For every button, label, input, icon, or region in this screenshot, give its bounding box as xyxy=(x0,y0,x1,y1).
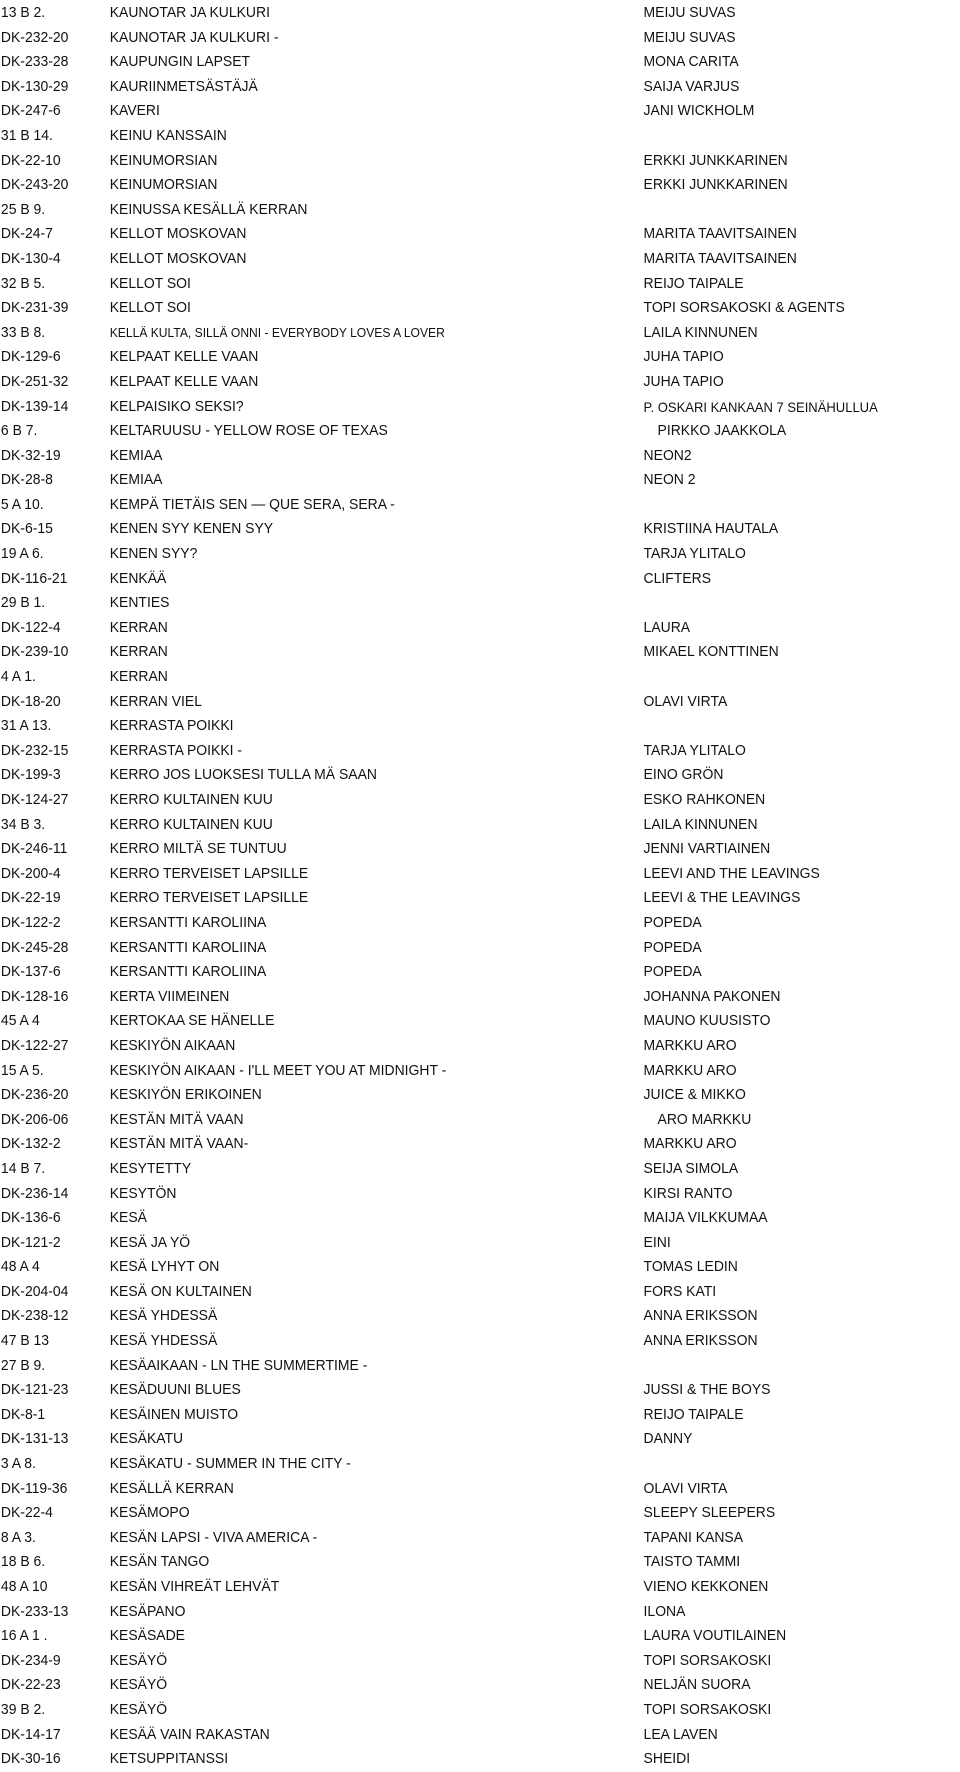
song-title: KEINUSSA KESÄLLÄ KERRAN xyxy=(109,200,308,218)
song-artist: POPEDA xyxy=(643,913,702,931)
song-code: DK-28-8 xyxy=(0,471,53,489)
list-item xyxy=(0,1477,893,1502)
song-artist: ANNA ERIKSSON xyxy=(643,1332,758,1350)
song-artist: SHEIDI xyxy=(643,1750,691,1768)
song-artist: TARJA YLITALO xyxy=(643,545,746,563)
song-artist: JENNI VARTIAINEN xyxy=(643,840,771,858)
song-code: DK-14-17 xyxy=(0,1725,61,1743)
song-title: KESÄ ON KULTAINEN xyxy=(109,1282,252,1300)
song-title: KELPAAT KELLE VAAN xyxy=(109,372,259,390)
list-item xyxy=(0,542,893,567)
song-title: KESÄKATU - SUMMER IN THE CITY - xyxy=(109,1455,351,1473)
song-artist: TOPI SORSAKOSKI xyxy=(643,1700,772,1718)
song-code: DK-24-7 xyxy=(0,225,53,243)
song-code: 48 A 10 xyxy=(0,1578,48,1595)
song-artist: KIRSI RANTO xyxy=(643,1184,733,1202)
song-code: DK-139-14 xyxy=(0,397,69,415)
song-code: 3 A 8. xyxy=(0,1455,36,1473)
song-title: KESÄDUUNI BLUES xyxy=(109,1381,241,1399)
song-title: KENTIES xyxy=(109,594,170,612)
list-item xyxy=(0,960,893,985)
list-item xyxy=(0,1649,893,1674)
song-title: KELLOT SOI xyxy=(109,299,191,317)
list-item xyxy=(0,50,893,75)
song-title: KESÄYÖ xyxy=(109,1700,168,1718)
song-artist: SLEEPY SLEEPERS xyxy=(643,1504,776,1522)
song-code: 27 B 9. xyxy=(0,1356,46,1374)
list-item xyxy=(0,763,893,788)
list-item xyxy=(0,1624,893,1649)
song-title: KERRO KULTAINEN KUU xyxy=(109,791,273,808)
song-code: DK-246-11 xyxy=(0,840,68,858)
song-code: DK-247-6 xyxy=(0,102,61,120)
list-item xyxy=(0,1059,893,1084)
list-item xyxy=(0,690,893,715)
list-item xyxy=(0,395,893,420)
song-code: DK-243-20 xyxy=(0,176,69,194)
song-title: KESTÄN MITÄ VAAN xyxy=(109,1110,244,1128)
song-artist: JUHA TAPIO xyxy=(643,372,724,390)
song-artist: MEIJU SUVAS xyxy=(643,28,736,46)
list-item xyxy=(0,1231,893,1256)
list-item xyxy=(0,124,893,149)
song-title: KAUNOTAR JA KULKURI - xyxy=(109,28,279,46)
list-item xyxy=(0,1280,893,1305)
list-item xyxy=(0,173,893,198)
song-code: 47 B 13 xyxy=(0,1332,50,1350)
list-item xyxy=(0,1157,893,1182)
song-artist: JANI WICKHOLM xyxy=(643,102,755,120)
song-code: DK-121-2 xyxy=(0,1233,61,1251)
song-title: KESÄ YHDESSÄ xyxy=(109,1307,218,1325)
list-item xyxy=(0,345,893,370)
song-code: DK-22-4 xyxy=(0,1504,53,1522)
song-artist: MARKKU ARO xyxy=(643,1061,737,1079)
song-title: KERRO JOS LUOKSESI TULLA MÄ SAAN xyxy=(109,766,377,784)
song-title: KEMIAA xyxy=(109,471,163,489)
song-code: 34 B 3. xyxy=(0,815,46,833)
song-artist: TOPI SORSAKOSKI & AGENTS xyxy=(643,299,845,317)
list-item xyxy=(0,1108,893,1133)
list-item xyxy=(0,321,893,346)
song-code: DK-232-20 xyxy=(0,28,69,46)
song-code: 13 B 2. xyxy=(0,4,46,21)
song-code: 8 A 3. xyxy=(0,1528,36,1546)
song-code: DK-18-20 xyxy=(0,692,61,710)
song-code: DK-119-36 xyxy=(0,1479,68,1497)
list-item xyxy=(0,788,893,813)
song-code: 32 B 5. xyxy=(0,274,46,292)
list-item xyxy=(0,1206,893,1231)
list-item xyxy=(0,616,893,641)
song-code: 39 B 2. xyxy=(0,1700,46,1718)
song-code: DK-137-6 xyxy=(0,963,61,981)
song-artist: NEON2 xyxy=(643,446,692,464)
song-artist: NEON 2 xyxy=(643,471,696,489)
song-artist: ERKKI JUNKKARINEN xyxy=(643,176,788,194)
song-title: KEINUMORSIAN xyxy=(109,151,218,169)
list-item xyxy=(0,222,893,247)
song-artist: LEA LAVEN xyxy=(643,1725,718,1743)
song-artist: LAURA VOUTILAINEN xyxy=(643,1627,787,1645)
song-title: KESÄKATU xyxy=(109,1430,184,1448)
song-title: KESÄN TANGO xyxy=(109,1553,210,1571)
song-title: KESÄYÖ xyxy=(109,1676,168,1694)
song-artist: REIJO TAIPALE xyxy=(643,1405,744,1423)
song-code: 6 B 7. xyxy=(0,422,38,440)
song-title: KERRO TERVEISET LAPSILLE xyxy=(109,864,309,882)
song-title: KERTA VIIMEINEN xyxy=(109,987,230,1005)
song-code: DK-6-15 xyxy=(0,520,53,538)
song-artist: KRISTIINA HAUTALA xyxy=(643,520,779,538)
song-artist: LAILA KINNUNEN xyxy=(643,323,758,341)
song-artist: PIRKKO JAAKKOLA xyxy=(657,422,787,440)
list-item xyxy=(0,99,893,124)
song-artist: DANNY xyxy=(643,1430,693,1448)
song-artist: ARO MARKKU xyxy=(657,1110,752,1128)
song-title: KERRASTA POIKKI - xyxy=(109,741,243,759)
song-title: KELPAAT KELLE VAAN xyxy=(109,348,259,366)
song-code: 31 B 14. xyxy=(0,126,53,144)
song-title: KENEN SYY? xyxy=(109,545,198,563)
list-item xyxy=(0,75,893,100)
song-artist: LEEVI & THE LEAVINGS xyxy=(643,889,801,907)
song-title: KESÄ JA YÖ xyxy=(109,1233,191,1251)
song-code: DK-132-2 xyxy=(0,1135,61,1153)
song-title: KERRAN xyxy=(109,618,168,636)
song-title: KESÄN LAPSI - VIVA AMERICA - xyxy=(109,1528,318,1546)
list-item xyxy=(0,1550,893,1575)
song-artist: ILONA xyxy=(643,1602,686,1620)
song-title: KELPAISIKO SEKSI? xyxy=(109,397,244,415)
song-code: 45 A 4 xyxy=(0,1012,40,1030)
list-item xyxy=(0,936,893,961)
song-artist: LAURA xyxy=(643,618,691,636)
song-title: KELLÄ KULTA, SILLÄ ONNI - EVERYBODY LOVES A LOVER xyxy=(109,324,445,340)
list-item xyxy=(0,985,893,1010)
list-item xyxy=(0,1304,893,1329)
song-title: KERRO KULTAINEN KUU xyxy=(109,815,273,833)
song-title: KEINUMORSIAN xyxy=(109,176,218,194)
song-title: KERSANTTI KAROLIINA xyxy=(109,938,267,956)
song-artist: ANNA ERIKSSON xyxy=(643,1307,758,1325)
list-item xyxy=(0,1698,893,1723)
song-title: KERRO TERVEISET LAPSILLE xyxy=(109,889,309,907)
song-artist: EINO GRÖN xyxy=(643,766,724,784)
list-item xyxy=(0,1427,893,1452)
song-title: KEMPÄ TIETÄIS SEN — QUE SERA, SERA - xyxy=(109,495,395,513)
song-artist: MONA CARITA xyxy=(643,53,739,71)
song-code: DK-234-9 xyxy=(0,1651,61,1669)
song-artist: VIENO KEKKONEN xyxy=(643,1578,769,1595)
list-item xyxy=(0,493,893,518)
song-artist: EINI xyxy=(643,1233,671,1251)
list-item xyxy=(0,198,893,223)
song-title: KESYTETTY xyxy=(109,1159,192,1177)
song-artist: JUHA TAPIO xyxy=(643,348,724,366)
song-title: KERRASTA POIKKI xyxy=(109,717,234,735)
song-code: DK-251-32 xyxy=(0,372,69,390)
song-title: KAUPUNGIN LAPSET xyxy=(109,53,251,71)
song-code: 18 B 6. xyxy=(0,1553,46,1571)
list-item xyxy=(0,517,893,542)
song-title: KESKIYÖN AIKAAN - I'LL MEET YOU AT MIDNIGHT - xyxy=(109,1061,447,1079)
song-code: 5 A 10. xyxy=(0,495,44,513)
song-title: KESKIYÖN ERIKOINEN xyxy=(109,1086,262,1104)
song-code: DK-232-15 xyxy=(0,741,69,759)
list-item xyxy=(0,1354,893,1379)
song-code: 4 A 1. xyxy=(0,668,36,686)
song-title: KETSUPPITANSSI xyxy=(109,1750,229,1768)
list-item xyxy=(0,886,893,911)
song-artist: P. OSKARI KANKAAN 7 SEINÄHULLUA xyxy=(643,398,878,415)
song-title: KESÄÄ VAIN RAKASTAN xyxy=(109,1725,270,1743)
list-item xyxy=(0,1329,893,1354)
list-item xyxy=(0,1255,893,1280)
song-artist: POPEDA xyxy=(643,938,702,956)
list-item xyxy=(0,665,893,690)
song-code: DK-122-4 xyxy=(0,618,61,636)
song-code: DK-200-4 xyxy=(0,864,61,882)
list-item xyxy=(0,1600,893,1625)
list-item xyxy=(0,591,893,616)
song-code: DK-206-06 xyxy=(0,1110,69,1128)
song-code: 48 A 4 xyxy=(0,1258,40,1276)
list-item xyxy=(0,272,893,297)
list-item xyxy=(0,1526,893,1551)
list-item xyxy=(0,1182,893,1207)
song-artist: TOMAS LEDIN xyxy=(643,1258,738,1276)
song-code: DK-233-13 xyxy=(0,1602,69,1620)
song-title: KERRAN VIEL xyxy=(109,692,202,710)
song-artist: MARKKU ARO xyxy=(643,1036,737,1054)
song-code: DK-236-14 xyxy=(0,1184,69,1202)
song-artist: ESKO RAHKONEN xyxy=(643,791,766,808)
list-item xyxy=(0,714,893,739)
list-item xyxy=(0,837,893,862)
song-artist: LEEVI AND THE LEAVINGS xyxy=(643,864,820,882)
song-title: KESÄ xyxy=(109,1209,147,1227)
song-code: DK-131-13 xyxy=(0,1430,69,1448)
list-item xyxy=(0,739,893,764)
song-artist: OLAVI VIRTA xyxy=(643,692,728,710)
song-artist: JUSSI & THE BOYS xyxy=(643,1381,771,1399)
song-code: 19 A 6. xyxy=(0,545,44,563)
song-title: KAUNOTAR JA KULKURI xyxy=(109,4,270,21)
song-code: DK-129-6 xyxy=(0,348,61,366)
song-code: DK-239-10 xyxy=(0,643,69,661)
song-title: KESÄINEN MUISTO xyxy=(109,1405,239,1423)
song-title: KELLOT SOI xyxy=(109,274,191,292)
list-item xyxy=(0,1,893,26)
list-item xyxy=(0,1132,893,1157)
song-title: KESÄPANO xyxy=(109,1602,186,1620)
song-title: KESÄYÖ xyxy=(109,1651,168,1669)
song-title: KESÄ LYHYT ON xyxy=(109,1258,220,1276)
song-title: KESÄAIKAAN - LN THE SUMMERTIME - xyxy=(109,1356,368,1374)
song-code: DK-231-39 xyxy=(0,299,69,317)
list-item xyxy=(0,1083,893,1108)
list-item xyxy=(0,1501,893,1526)
song-code: 31 A 13. xyxy=(0,717,52,735)
song-title: KERRAN xyxy=(109,643,168,661)
song-code: DK-121-23 xyxy=(0,1381,69,1399)
song-code: DK-130-4 xyxy=(0,249,61,267)
song-artist: TOPI SORSAKOSKI xyxy=(643,1651,772,1669)
song-title: KELLOT MOSKOVAN xyxy=(109,225,247,243)
song-code: DK-245-28 xyxy=(0,938,69,956)
list-item xyxy=(0,567,893,592)
list-item xyxy=(0,1009,893,1034)
song-title: KAURIINMETSÄSTÄJÄ xyxy=(109,77,258,95)
song-title: KERTOKAA SE HÄNELLE xyxy=(109,1012,275,1030)
list-item xyxy=(0,1378,893,1403)
list-item xyxy=(0,419,893,444)
list-item xyxy=(0,247,893,272)
song-code: 29 B 1. xyxy=(0,594,46,612)
song-title: KELLOT MOSKOVAN xyxy=(109,249,247,267)
song-code: DK-8-1 xyxy=(0,1405,46,1423)
song-artist: JUICE & MIKKO xyxy=(643,1086,746,1104)
song-artist: ERKKI JUNKKARINEN xyxy=(643,151,788,169)
song-code: DK-122-2 xyxy=(0,913,61,931)
list-item xyxy=(0,26,893,51)
song-code: DK-204-04 xyxy=(0,1282,69,1300)
song-artist: MARKKU ARO xyxy=(643,1135,737,1153)
song-code: DK-233-28 xyxy=(0,53,69,71)
song-code: DK-124-27 xyxy=(0,791,69,808)
list-item xyxy=(0,862,893,887)
list-item xyxy=(0,444,893,469)
song-code: DK-22-10 xyxy=(0,151,61,169)
song-code: DK-128-16 xyxy=(0,987,69,1005)
song-artist: FORS KATI xyxy=(643,1282,717,1300)
song-artist: POPEDA xyxy=(643,963,702,981)
song-artist: JOHANNA PAKONEN xyxy=(643,987,781,1005)
list-item xyxy=(0,370,893,395)
song-title: KESÄLLÄ KERRAN xyxy=(109,1479,234,1497)
list-item xyxy=(0,813,893,838)
song-code: DK-122-27 xyxy=(0,1036,69,1054)
song-code: DK-116-21 xyxy=(0,569,68,587)
song-title: KEINU KANSSAIN xyxy=(109,126,227,144)
song-artist: TAISTO TAMMI xyxy=(643,1553,741,1571)
song-title: KAVERI xyxy=(109,102,160,120)
song-code: 16 A 1 . xyxy=(0,1627,48,1645)
song-code: DK-30-16 xyxy=(0,1750,61,1768)
list-item xyxy=(0,1747,893,1772)
song-artist: MIKAEL KONTTINEN xyxy=(643,643,779,661)
song-code: 15 A 5. xyxy=(0,1061,44,1079)
song-artist: MARITA TAAVITSAINEN xyxy=(643,225,797,243)
song-code: DK-32-19 xyxy=(0,446,61,464)
song-artist: REIJO TAIPALE xyxy=(643,274,744,292)
song-code: DK-22-23 xyxy=(0,1676,61,1694)
song-title: KESTÄN MITÄ VAAN- xyxy=(109,1135,249,1153)
song-artist: SEIJA SIMOLA xyxy=(643,1159,739,1177)
song-code: DK-199-3 xyxy=(0,766,61,784)
song-artist: TAPANI KANSA xyxy=(643,1528,744,1546)
song-code: 33 B 8. xyxy=(0,323,46,341)
list-item xyxy=(0,1575,893,1600)
song-title: KERSANTTI KAROLIINA xyxy=(109,913,267,931)
song-title: KELTARUUSU - YELLOW ROSE OF TEXAS xyxy=(109,422,388,440)
song-title: KENKÄÄ xyxy=(109,569,167,587)
song-code: DK-22-19 xyxy=(0,889,61,907)
song-artist: TARJA YLITALO xyxy=(643,741,746,759)
song-title: KERSANTTI KAROLIINA xyxy=(109,963,267,981)
song-artist: MAIJA VILKKUMAA xyxy=(643,1209,768,1227)
song-title: KENEN SYY KENEN SYY xyxy=(109,520,274,538)
song-code: DK-130-29 xyxy=(0,77,69,95)
song-title: KESÄ YHDESSÄ xyxy=(109,1332,218,1350)
song-artist: OLAVI VIRTA xyxy=(643,1479,728,1497)
list-item xyxy=(0,1723,893,1748)
list-item xyxy=(0,911,893,936)
song-title: KERRAN xyxy=(109,668,168,686)
song-title: KESÄN VIHREÄT LEHVÄT xyxy=(109,1578,280,1595)
song-artist: MAUNO KUUSISTO xyxy=(643,1012,771,1030)
list-item xyxy=(0,149,893,174)
song-artist: MEIJU SUVAS xyxy=(643,4,736,21)
list-item xyxy=(0,1673,893,1698)
song-artist: SAIJA VARJUS xyxy=(643,77,740,95)
list-item xyxy=(0,296,893,321)
song-title: KERRO MILTÄ SE TUNTUU xyxy=(109,840,287,858)
song-artist: NELJÄN SUORA xyxy=(643,1676,751,1694)
song-code: 14 B 7. xyxy=(0,1159,46,1177)
song-title: KEMIAA xyxy=(109,446,163,464)
song-title: KESYTÖN xyxy=(109,1184,177,1202)
list-item xyxy=(0,1034,893,1059)
song-code: DK-236-20 xyxy=(0,1086,69,1104)
song-code: 25 B 9. xyxy=(0,200,46,218)
song-code: DK-238-12 xyxy=(0,1307,69,1325)
song-code: DK-136-6 xyxy=(0,1209,61,1227)
list-item xyxy=(0,1452,893,1477)
list-item xyxy=(0,640,893,665)
song-artist: LAILA KINNUNEN xyxy=(643,815,758,833)
song-title: KESÄSADE xyxy=(109,1627,185,1645)
list-item xyxy=(0,468,893,493)
song-title: KESÄMOPO xyxy=(109,1504,190,1522)
song-title: KESKIYÖN AIKAAN xyxy=(109,1036,236,1054)
song-artist: CLIFTERS xyxy=(643,569,711,587)
song-artist: MARITA TAAVITSAINEN xyxy=(643,249,797,267)
list-item xyxy=(0,1403,893,1428)
